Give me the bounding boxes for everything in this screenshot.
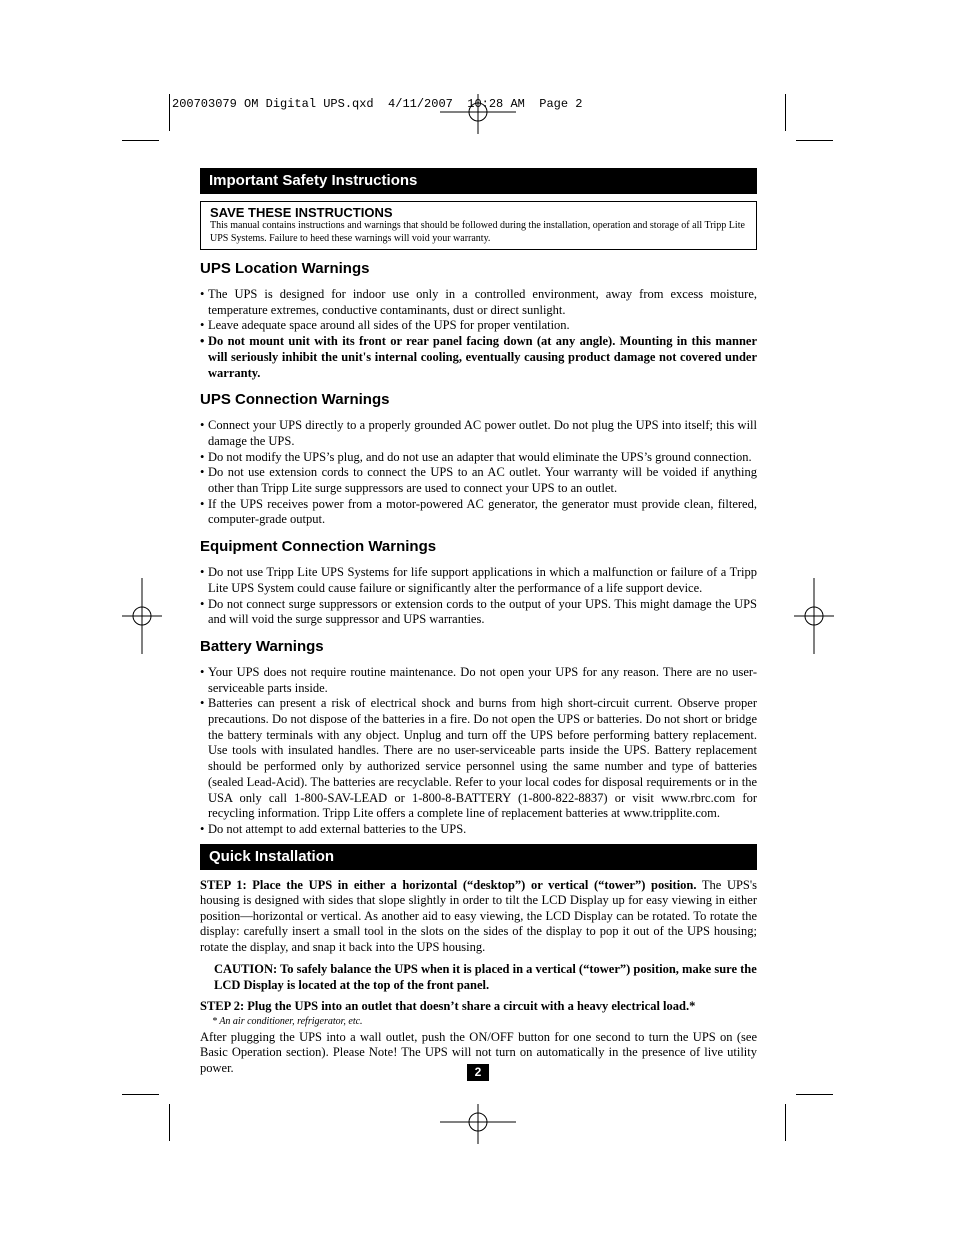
- registration-mark-right: [794, 578, 834, 654]
- location-heading: UPS Location Warnings: [200, 260, 370, 277]
- list-item: • Batteries can present a risk of electrical shock and burns from high short-circuit current. Observe proper precautions. Do not dispose of the batteries in a fire. Do not open the UPS or batteries. Do not short or bridge the battery terminals with any object. Unplug and turn off the UPS before performing battery replacement. Use tools with insulated handles. There are no user-serviceable parts inside the UPS. Battery replacement should be performed only by authorized service personnel using the same number and type of batteries (sealed Lead-Acid). The batteries are recyclable. Refer to your local codes for disposal requirements or in the USA only call 1-800-SAV-LEAD or 1-800-8-BATTERY (1-800-822-8837) or visit www.rbrc.com for recycling information. Tripp Lite offers a complete line of replacement batteries at www.tripplite.com.: [200, 696, 757, 821]
- crop-mark: [169, 94, 170, 131]
- step1-text: The UPS's housing is designed with sides that slope slightly in order to tilt the LCD Display up for easy viewing in either position—horizontal or vertical. As another aid to easy viewing, the LCD Display can be rotated. To rotate the display: carefully insert a small tool in the slots on the sides of the display to pop it out of the UPS housing; rotate the display, and snap it back into the UPS housing.: [200, 877, 757, 954]
- list-item: • Do not use Tripp Lite UPS Systems for life support applications in which a malfunction or failure of a Tripp Lite UPS System could cause failure or significantly alter the performance of a life support device.: [200, 565, 757, 595]
- list-item: • Do not modify the UPS’s plug, and do not use an adapter that would eliminate the UPS’s ground connection.: [200, 449, 752, 464]
- save-instructions-box: [200, 201, 757, 250]
- list-item: • The UPS is designed for indoor use only in a controlled environment, away from excess moisture, temperature extremes, conductive contaminants, dust or direct sunlight.: [200, 287, 757, 317]
- equipment-heading: Equipment Connection Warnings: [200, 538, 437, 556]
- battery-list: [200, 665, 757, 838]
- step1-lead: STEP 1: Place the UPS in either a horizontal (“desktop”) or vertical (“tower”) position.: [200, 877, 697, 892]
- location-list: [200, 287, 757, 381]
- connection-list: [200, 418, 757, 528]
- registration-mark-left: [122, 578, 162, 654]
- caution-text: CAUTION: To safely balance the UPS when it is placed in a vertical (“tower”) position, make sure the LCD Display is located at the top of the front panel.: [214, 962, 757, 992]
- registration-mark-bottom: [440, 1104, 516, 1144]
- list-item: • Connect your UPS directly to a properly grounded AC power outlet. Do not plug the UPS into itself; this will damage the UPS.: [200, 418, 757, 448]
- battery-heading: Battery Warnings: [200, 637, 324, 655]
- list-item: • Do not mount unit with its front or rear panel facing down (at any angle). Mounting in this manner will seriously inhibit the unit's internal cooling, eventually causing product damage not covered under warranty.: [200, 334, 757, 380]
- footnote: * An air conditioner, refrigerator, etc.: [212, 1015, 363, 1027]
- list-item: • Your UPS does not require routine maintenance. Do not open your UPS for any reason. There are no user-serviceable parts inside.: [200, 664, 757, 695]
- slug-line: 200703079 OM Digital UPS.qxd 4/11/2007 10:28 AM Page 2: [172, 97, 583, 111]
- step2-paragraph: STEP 2: Plug the UPS into an outlet that doesn’t share a circuit with a heavy electrical load.*: [200, 999, 696, 1014]
- crop-mark: [122, 140, 159, 141]
- equipment-list: [200, 565, 757, 628]
- quick-installation-title-bar: Quick Installation: [200, 844, 757, 870]
- list-item: • Do not connect surge suppressors or extension cords to the output of your UPS. This might damage the UPS and will void the surge suppressor and UPS warranties.: [200, 596, 757, 627]
- connection-heading: UPS Connection Warnings: [200, 391, 390, 409]
- after-plugging-paragraph: After plugging the UPS into a wall outlet, push the ON/OFF button for one second to turn the UPS on (see Basic Operation section). Please Note! The UPS will not turn on automatically in the presence of live utility power.: [200, 1029, 757, 1075]
- step1-paragraph: [200, 878, 757, 956]
- registration-mark-top: [440, 94, 516, 134]
- list-item: • Do not use extension cords to connect the UPS to an AC outlet. Your warranty will be voided if anything other than Tripp Lite surge suppressors are used to connect your UPS to an outlet.: [200, 465, 757, 496]
- safety-title-bar: Important Safety Instructions: [200, 168, 757, 194]
- crop-mark: [785, 1104, 786, 1141]
- crop-mark: [122, 1094, 159, 1095]
- page-number: 2: [467, 1064, 489, 1081]
- crop-mark: [796, 140, 833, 141]
- list-item: • Leave adequate space around all sides of the UPS for proper ventilation.: [200, 318, 570, 333]
- page-content: [200, 168, 757, 1076]
- crop-mark: [169, 1104, 170, 1141]
- save-instructions-title: SAVE THESE INSTRUCTIONS: [210, 205, 393, 220]
- list-item: • If the UPS receives power from a motor-powered AC generator, the generator must provide clean, filtered, computer-grade output.: [200, 496, 757, 527]
- crop-mark: [785, 94, 786, 131]
- list-item: • Do not attempt to add external batteries to the UPS.: [200, 821, 467, 836]
- crop-mark: [796, 1094, 833, 1095]
- save-instructions-text: This manual contains instructions and warnings that should be followed during the installation, operation and storage of all Tripp Lite UPS Systems. Failure to heed these warnings will void your warranty.: [210, 220, 745, 244]
